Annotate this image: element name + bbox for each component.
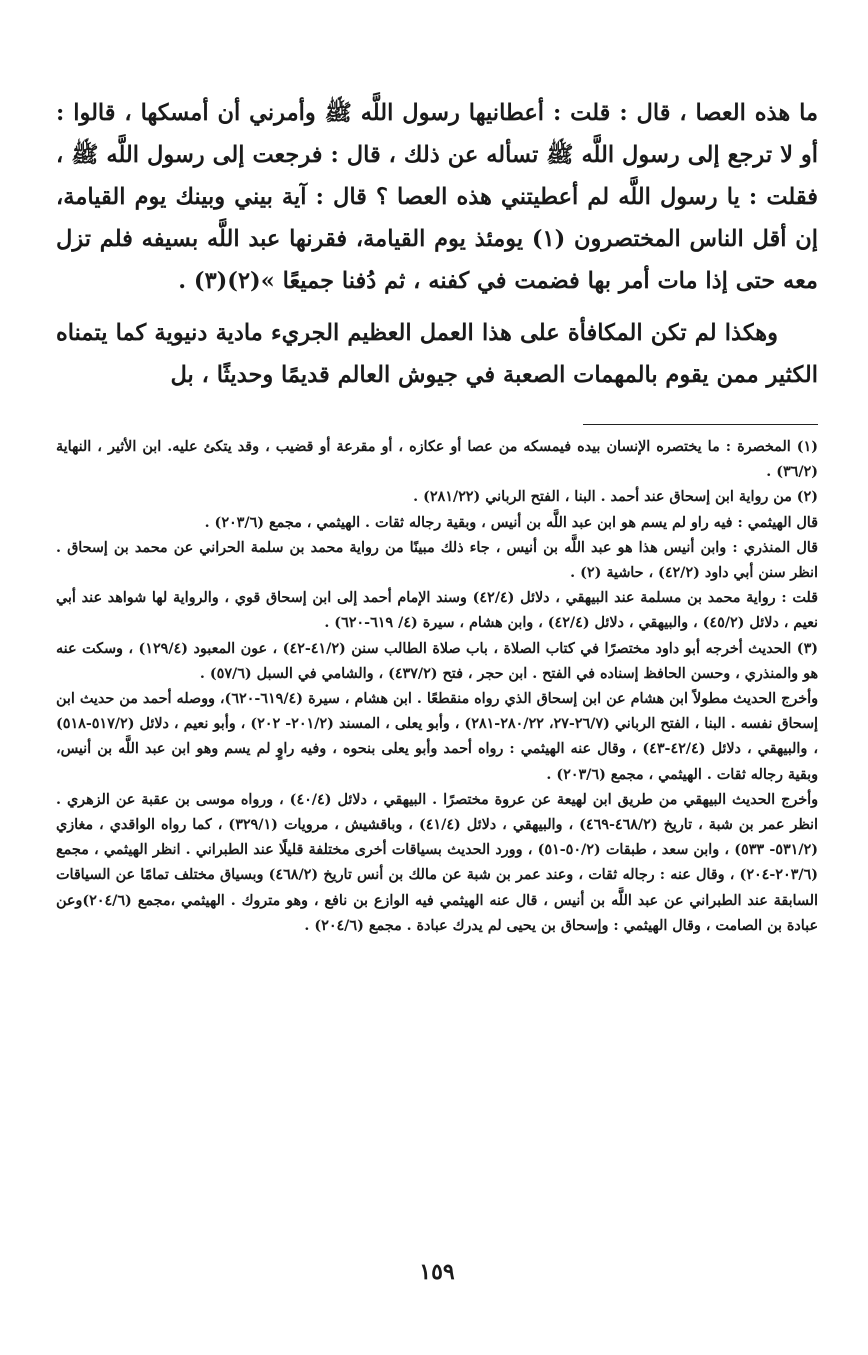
footnotes — [56, 435, 818, 939]
paragraph-2: وهكذا لم تكن المكافأة على هذا العمل العظيم الجريء مادية دنيوية كما يتمناه الكثير ممن يقوم بالمهمات الصعبة في جيوش العالم قديمًا وحديثًا ، بل — [56, 320, 818, 388]
footnote-2: (٢) من رواية ابن إسحاق عند أحمد . البنا ، الفتح الرباني (٢٨١/٢٢) . — [413, 489, 818, 506]
main-text — [56, 92, 818, 396]
book-page — [56, 92, 818, 1332]
footnote-2-note-c: قلت : رواية محمد بن مسلمة عند البيهقي ، دلائل (٤٢/٤) وسند الإمام أحمد إلى ابن إسحاق قوي ، والرواية لها شواهد عند أبي نعيم ، دلائل (٤٥/٢) ، والبيهقي ، دلائل (٤٢/٤) ، وابن هشام ، سيرة (٤/ ٦١٩-٦٢٠) . — [56, 590, 818, 632]
footnote-3: (٣) الحديث أخرجه أبو داود مختصرًا في كتاب الصلاة ، باب صلاة الطالب سنن (٤١/٢-٤٢) ، عون المعبود (١٢٩/٤) ، وسكت عنه هو والمنذري ، وحسن الحافظ إسناده في الفتح . ابن حجر ، فتح (٤٣٧/٢) ، والشامي في السبل (٥٧/٦) . — [56, 640, 819, 682]
page-number: ١٥٩ — [419, 1259, 455, 1285]
footnote-2-note-b: قال المنذري : وابن أنيس هذا هو عبد اللَّه بن أنيس ، جاء ذلك مبينًا من رواية محمد بن سلمة الحراني عن محمد بن إسحاق . انظر سنن أبي داود (٤٢/٢) ، حاشية (٢) . — [56, 539, 818, 582]
footnote-3-note-b: وأخرج الحديث البيهقي من طريق ابن لهيعة عن عروة مختصرًا . البيهقي ، دلائل (٤٠/٤) ، ورواه موسى بن عقبة عن الزهري . انظر عمر بن شبة ، تاريخ (٤٦٨/٢-٤٦٩) ، والبيهقي ، دلائل (٤١/٤) ، وباقشيش ، مرويات (٣٢٩/١) ، كما رواه الواقدي ، مغازي (٥٣١/٢- ٥٣٣) ، وابن سعد ، طبقات (٥٠/٢-٥١) ، وورد الحديث بسياقات أخرى مختلفة قليلًا عند الطبراني . انظر الهيثمي ، مجمع (٢٠٣/٦-٢٠٤) ، وقال عنه : رجاله ثقات ، وعند عمر بن شبة عن مالك بن أنس تاريخ (٤٦٨/٢) وبسياق مختلف تمامًا عن السياقات السابقة عند الطبراني عن عبد اللَّه بن أنيس ، قال عنه الهيثمي فيه الوازع بن نافع ، وهو متروك . الهيثمي ،مجمع (٢٠٤/٦)وعن عبادة بن الصامت ، وقال الهيثمي : وإسحاق بن يحيى لم يدرك عبادة . مجمع (٢٠٤/٦) . — [56, 791, 819, 934]
footnote-separator — [583, 424, 818, 425]
footnote-3-note-a: وأخرج الحديث مطولاً ابن هشام عن ابن إسحاق الذي رواه منقطعًا . ابن هشام ، سيرة (٦١٩/٤-٦٢٠)، ووصله أحمد من حديث ابن إسحاق نفسه . البنا ، الفتح الرباني (٢٦/٧-٢٧، ٢٨٠/٢٢-٢٨١) ، وأبو يعلى ، المسند (٢٠١/٢- ٢٠٢) ، وأبو نعيم ، دلائل (٥١٧/٢-٥١٨) ، والبيهقي ، دلائل (٤٢/٤-٤٣) ، وقال عنه الهيثمي : رواه أحمد وأبو يعلى بنحوه ، وفيه راوٍ لم يسم وهو ابن عبد اللَّه بن أنيس، وبقية رجاله ثقات . الهيثمي ، مجمع (٢٠٣/٦) . — [56, 691, 818, 783]
footnote-2-note-a: قال الهيثمي : فيه راو لم يسم هو ابن عبد اللَّه بن أنيس ، وبقية رجاله ثقات . الهيثمي ، مجمع (٢٠٣/٦) . — [204, 514, 818, 531]
footnote-1: (١) المخصرة : ما يختصره الإنسان بيده فيمسكه من عصا أو عكازه ، أو مقرعة أو قضيب ، وقد يتكئ عليه. ابن الأثير ، النهاية (٣٦/٢) . — [56, 439, 818, 481]
paragraph-1: ما هذه العصا ، قال : قلت : أعطانيها رسول اللَّه ﷺ وأمرني أن أمسكها ، قالوا : أو لا ترجع إلى رسول اللَّه ﷺ تسأله عن ذلك ، قال : فرجعت إلى رسول اللَّه ﷺ ، فقلت : يا رسول اللَّه لم أعطيتني هذه العصا ؟ قال : آية بيني وبينك يوم القيامة، إن أقل الناس المختصرون (١) يومئذ يوم القيامة، فقرنها عبد اللَّه بسيفه فلم تزل معه حتى إذا مات أمر بها فضمت في كفنه ، ثم دُفنا جميعًا »(٢)(٣) . — [56, 100, 818, 294]
